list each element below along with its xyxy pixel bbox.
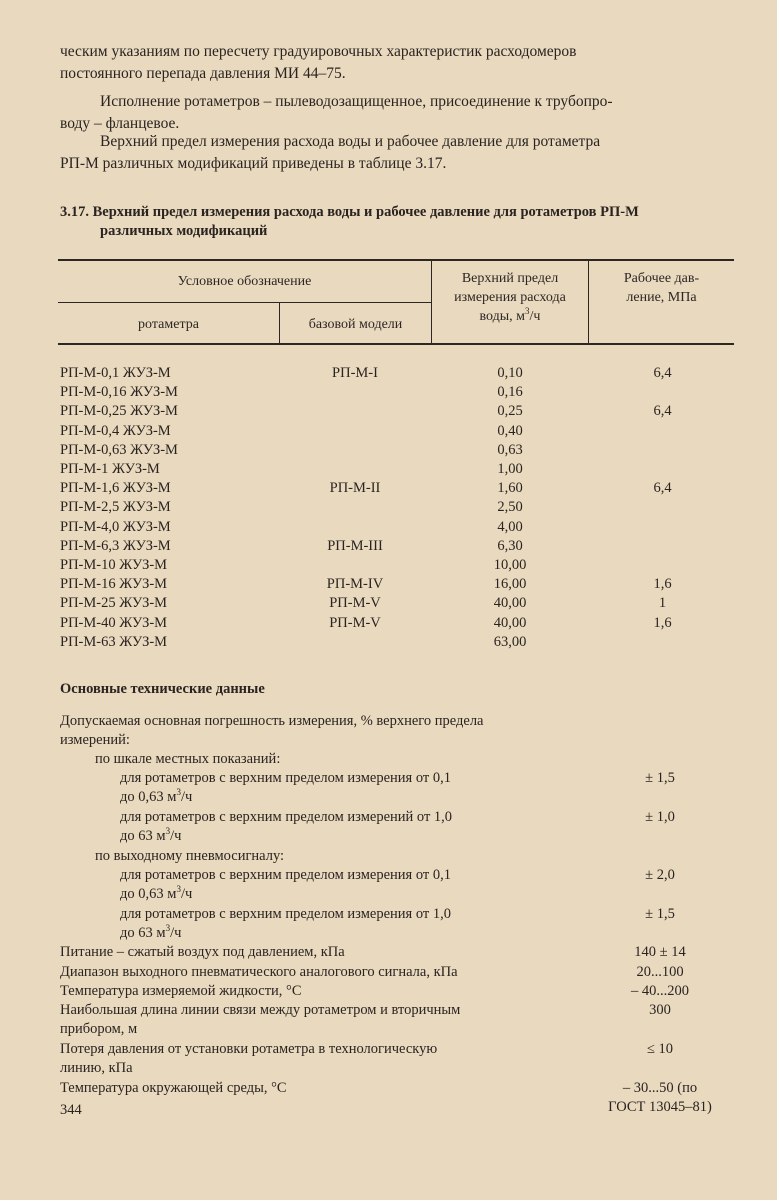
accuracy-line-2: измерений: bbox=[60, 732, 130, 748]
cell-pressure: 6,4 bbox=[653, 403, 672, 419]
header-pressure-line-2: ление, МПа bbox=[626, 290, 697, 305]
line-length-label-2: прибором, м bbox=[60, 1021, 138, 1037]
cell-flow: 2,50 bbox=[497, 499, 523, 515]
table-row bbox=[0, 499, 777, 518]
local-a-line-1: для ротаметров с верхним пределом измерения от 0,1 bbox=[120, 770, 451, 786]
header-designation: Условное обозначение bbox=[177, 274, 312, 289]
liquid-temp-value: – 40...200 bbox=[631, 983, 689, 999]
cell-pressure: 6,4 bbox=[653, 365, 672, 381]
cell-rotameter: РП-М-2,5 ЖУЗ-М bbox=[60, 499, 171, 515]
table-row bbox=[0, 615, 777, 634]
line-length-label-1: Наибольшая длина линии связи между ротаметром и вторичным bbox=[60, 1002, 461, 1018]
liquid-temp-label: Температура измеряемой жидкости, °С bbox=[60, 983, 302, 999]
cell-rotameter: РП-М-63 ЖУЗ-М bbox=[60, 634, 168, 650]
pneumo-a-line-2: до 0,63 $м^3/ч$ bbox=[120, 884, 193, 902]
table-row bbox=[0, 557, 777, 576]
cell-rotameter: РП-М-0,63 ЖУЗ-М bbox=[60, 442, 178, 458]
specs-heading: Основные технические данные bbox=[60, 681, 265, 697]
pneumo-b-line-1: для ротаметров с верхним пределом измерения от 1,0 bbox=[120, 906, 451, 922]
intro-line-4: воду – фланцевое. bbox=[60, 115, 180, 132]
pneumo-b-value: ± 1,5 bbox=[645, 906, 675, 922]
cell-rotameter: РП-М-0,25 ЖУЗ-М bbox=[60, 403, 178, 419]
cell-pressure: 6,4 bbox=[653, 480, 672, 496]
table-group-rule bbox=[58, 302, 431, 303]
cell-rotameter: РП-М-40 ЖУЗ-М bbox=[60, 615, 168, 631]
table-row bbox=[0, 365, 777, 384]
intro-line-1: ческим указаниям по пересчету градуировочных характеристик расходомеров bbox=[60, 43, 577, 60]
cell-pressure: 1,6 bbox=[653, 576, 672, 592]
pressure-loss-value: ≤ 10 bbox=[646, 1041, 674, 1057]
cell-rotameter: РП-М-6,3 ЖУЗ-М bbox=[60, 538, 171, 554]
local-scale-label: по шкале местных показаний: bbox=[95, 751, 281, 767]
cell-flow: 16,00 bbox=[493, 576, 527, 592]
line-length-value: 300 bbox=[649, 1002, 671, 1018]
cell-rotameter: РП-М-16 ЖУЗ-М bbox=[60, 576, 168, 592]
cell-pressure: 1 bbox=[658, 595, 667, 611]
table-row bbox=[0, 634, 777, 653]
cell-rotameter: РП-М-4,0 ЖУЗ-М bbox=[60, 519, 171, 535]
intro-line-5: Верхний предел измерения расхода воды и рабочее давление для ротаметра bbox=[100, 133, 601, 150]
cell-flow: 63,00 bbox=[493, 634, 527, 650]
table-row bbox=[0, 403, 777, 422]
intro-line-3: Исполнение ротаметров – пылеводозащищенное, присоединение к трубопро- bbox=[100, 93, 613, 110]
supply-value: 140 ± 14 bbox=[634, 944, 686, 960]
cell-base-model: РП-М-V bbox=[329, 595, 381, 611]
cell-rotameter: РП-М-0,4 ЖУЗ-М bbox=[60, 423, 171, 439]
cell-flow: 0,16 bbox=[497, 384, 523, 400]
local-b-line-2: до 63 $м^3/ч$ bbox=[120, 826, 182, 844]
accuracy-line-1: Допускаемая основная погрешность измерения, % верхнего предела bbox=[60, 713, 484, 729]
cell-base-model: РП-М-V bbox=[329, 615, 381, 631]
table-row bbox=[0, 461, 777, 480]
cell-flow: 4,00 bbox=[497, 519, 523, 535]
local-a-value: ± 1,5 bbox=[645, 770, 675, 786]
cell-base-model: РП-М-I bbox=[332, 365, 378, 381]
cell-rotameter: РП-М-0,16 ЖУЗ-М bbox=[60, 384, 178, 400]
table-row bbox=[0, 442, 777, 461]
cell-rotameter: РП-М-25 ЖУЗ-М bbox=[60, 595, 168, 611]
table-row bbox=[0, 423, 777, 442]
cell-base-model: РП-М-II bbox=[329, 480, 381, 496]
cell-pressure: 1,6 bbox=[653, 615, 672, 631]
cell-flow: 1,00 bbox=[497, 461, 523, 477]
range-label: Диапазон выходного пневматического аналогового сигнала, кПа bbox=[60, 964, 458, 980]
cell-rotameter: РП-М-1,6 ЖУЗ-М bbox=[60, 480, 171, 496]
cell-flow: 1,60 bbox=[497, 480, 523, 496]
table-row bbox=[0, 519, 777, 538]
pneumo-label: по выходному пневмосигналу: bbox=[95, 848, 285, 864]
table-top-rule bbox=[58, 259, 734, 261]
cell-flow: 0,25 bbox=[497, 403, 523, 419]
ambient-label: Температура окружающей среды, °С bbox=[60, 1080, 287, 1096]
header-pressure-line-1: Рабочее дав- bbox=[623, 271, 700, 286]
cell-rotameter: РП-М-10 ЖУЗ-М bbox=[60, 557, 168, 573]
cell-flow: 10,00 bbox=[493, 557, 527, 573]
cell-base-model: РП-М-III bbox=[327, 538, 383, 554]
ambient-value-line-2: ГОСТ 13045–81) bbox=[608, 1099, 712, 1115]
table-caption-line-1: 3.17. Верхний предел измерения расхода воды и рабочее давление для ротаметров РП-М bbox=[60, 204, 639, 220]
pressure-loss-label-1: Потеря давления от установки ротаметра в технологическую bbox=[60, 1041, 438, 1057]
local-a-line-2: до 0,63 $м^3/ч$ bbox=[120, 787, 193, 805]
table-row bbox=[0, 595, 777, 614]
cell-rotameter: РП-М-1 ЖУЗ-М bbox=[60, 461, 160, 477]
cell-base-model: РП-М-IV bbox=[326, 576, 384, 592]
pneumo-b-line-2: до 63 $м^3/ч$ bbox=[120, 923, 182, 941]
table-caption-line-2: различных модификаций bbox=[100, 223, 268, 239]
header-rotameter: ротаметра bbox=[138, 317, 199, 332]
pneumo-a-value: ± 2,0 bbox=[645, 867, 675, 883]
local-b-line-1: для ротаметров с верхним пределом измерений от 1,0 bbox=[120, 809, 453, 825]
pressure-loss-label-2: линию, кПа bbox=[60, 1060, 133, 1076]
table-row bbox=[0, 480, 777, 499]
table-row bbox=[0, 384, 777, 403]
pneumo-a-line-1: для ротаметров с верхним пределом измерения от 0,1 bbox=[120, 867, 451, 883]
page-number: 344 bbox=[60, 1102, 82, 1118]
local-b-value: ± 1,0 bbox=[645, 809, 675, 825]
header-flow-line-3: воды, $м^3/ч$ bbox=[479, 306, 541, 324]
table-row bbox=[0, 538, 777, 557]
supply-label: Питание – сжатый воздух под давлением, кПа bbox=[60, 944, 345, 960]
table-row bbox=[0, 576, 777, 595]
range-value: 20...100 bbox=[636, 964, 684, 980]
ambient-value-line-1: – 30...50 (по bbox=[622, 1080, 698, 1096]
header-flow-line-2: измерения расхода bbox=[454, 290, 566, 305]
cell-rotameter: РП-М-0,1 ЖУЗ-М bbox=[60, 365, 171, 381]
intro-line-2: постоянного перепада давления МИ 44–75. bbox=[60, 65, 346, 82]
cell-flow: 0,10 bbox=[497, 365, 523, 381]
cell-flow: 0,63 bbox=[497, 442, 523, 458]
cell-flow: 40,00 bbox=[493, 615, 527, 631]
header-base-model: базовой модели bbox=[308, 317, 403, 332]
header-flow-line-1: Верхний предел bbox=[461, 271, 559, 286]
cell-flow: 6,30 bbox=[497, 538, 523, 554]
cell-flow: 0,40 bbox=[497, 423, 523, 439]
table-header-bottom-rule bbox=[58, 343, 734, 345]
cell-flow: 40,00 bbox=[493, 595, 527, 611]
intro-line-6: РП-М различных модификаций приведены в таблице 3.17. bbox=[60, 155, 447, 172]
